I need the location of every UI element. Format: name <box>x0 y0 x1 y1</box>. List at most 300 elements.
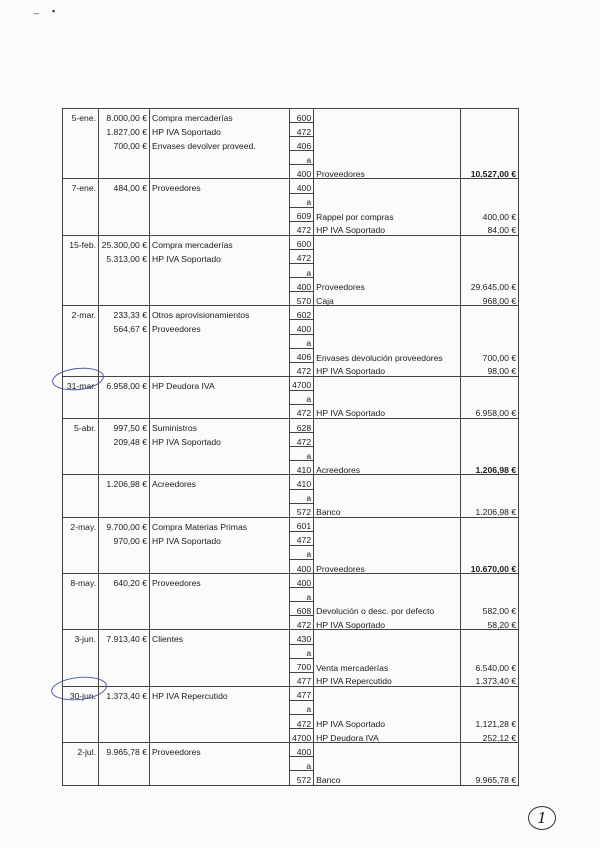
debit-account <box>150 404 290 418</box>
entry-date: 3-jun. <box>63 630 99 644</box>
credit-account <box>314 376 461 390</box>
credit-account: Devolución o desc. por defecto <box>314 602 461 616</box>
credit-account <box>314 306 461 320</box>
credit-account <box>314 475 461 489</box>
account-code: 600 <box>290 235 314 249</box>
debit-account <box>150 644 290 658</box>
account-code: 430 <box>290 630 314 644</box>
account-code: a <box>290 489 314 503</box>
credit-amount: 968,00 € <box>461 292 519 306</box>
debit-amount <box>99 362 150 376</box>
debit-account: HP IVA Repercutido <box>150 686 290 700</box>
debit-account <box>150 602 290 616</box>
ledger-row <box>63 151 519 165</box>
credit-amount <box>461 419 519 433</box>
account-code: 410 <box>290 475 314 489</box>
debit-amount <box>99 165 150 179</box>
ledger-row <box>63 447 519 461</box>
account-code: 570 <box>290 292 314 306</box>
debit-amount: 1.373,40 € <box>99 686 150 700</box>
account-code: 400 <box>290 560 314 574</box>
debit-amount: 640,20 € <box>99 574 150 588</box>
credit-amount: 58,20 € <box>461 616 519 630</box>
debit-amount <box>99 616 150 630</box>
credit-account: HP Deudora IVA <box>314 729 461 743</box>
debit-account <box>150 616 290 630</box>
debit-amount <box>99 771 150 785</box>
credit-account: HP IVA Soportado <box>314 362 461 376</box>
debit-account: HP IVA Soportado <box>150 123 290 137</box>
ledger-row <box>63 729 519 743</box>
credit-account <box>314 249 461 263</box>
entry-date <box>63 404 99 418</box>
entry-date <box>63 278 99 292</box>
credit-amount <box>461 531 519 545</box>
credit-amount: 29.645,00 € <box>461 278 519 292</box>
entry-date: 15-feb. <box>63 235 99 249</box>
debit-amount <box>99 461 150 475</box>
debit-account <box>150 348 290 362</box>
ledger-row <box>63 771 519 785</box>
debit-account <box>150 588 290 602</box>
credit-amount: 252,12 € <box>461 729 519 743</box>
credit-account: HP IVA Soportado <box>314 715 461 729</box>
account-code: 410 <box>290 461 314 475</box>
ledger-row <box>63 179 519 193</box>
credit-account: HP IVA Soportado <box>314 404 461 418</box>
debit-account: Proveedores <box>150 743 290 757</box>
debit-account <box>150 715 290 729</box>
ledger-row <box>63 630 519 644</box>
credit-account <box>314 588 461 602</box>
credit-amount <box>461 320 519 334</box>
debit-amount: 5.313,00 € <box>99 249 150 263</box>
credit-account <box>314 545 461 559</box>
debit-amount <box>99 221 150 235</box>
entry-date <box>63 757 99 771</box>
entry-date <box>63 531 99 545</box>
debit-account <box>150 221 290 235</box>
credit-amount <box>461 193 519 207</box>
ledger-row <box>63 221 519 235</box>
account-code: 628 <box>290 419 314 433</box>
ledger-row <box>63 686 519 700</box>
credit-amount: 6.958,00 € <box>461 404 519 418</box>
ledger-row <box>63 264 519 278</box>
debit-amount: 9.700,00 € <box>99 517 150 531</box>
credit-amount <box>461 743 519 757</box>
entry-date <box>63 644 99 658</box>
account-code: 472 <box>290 531 314 545</box>
ledger-row <box>63 672 519 686</box>
credit-amount: 10.670,00 € <box>461 560 519 574</box>
credit-amount <box>461 109 519 123</box>
entry-date: 31-mar. <box>63 376 99 390</box>
account-code: 472 <box>290 362 314 376</box>
credit-account <box>314 433 461 447</box>
account-code: 602 <box>290 306 314 320</box>
debit-amount <box>99 588 150 602</box>
debit-amount <box>99 151 150 165</box>
debit-account <box>150 700 290 714</box>
account-code: 608 <box>290 602 314 616</box>
ledger-row <box>63 588 519 602</box>
ledger-row <box>63 616 519 630</box>
account-code: 477 <box>290 672 314 686</box>
debit-amount <box>99 390 150 404</box>
entry-date <box>63 207 99 221</box>
entry-date <box>63 447 99 461</box>
ledger-row <box>63 658 519 672</box>
account-code: 400 <box>290 743 314 757</box>
debit-account: HP IVA Soportado <box>150 433 290 447</box>
credit-account: Rappel por compras <box>314 207 461 221</box>
account-code: 700 <box>290 658 314 672</box>
debit-amount <box>99 700 150 714</box>
credit-account <box>314 447 461 461</box>
account-code: 400 <box>290 574 314 588</box>
debit-amount <box>99 447 150 461</box>
debit-amount <box>99 348 150 362</box>
scan-mark: – <box>34 8 40 18</box>
credit-account <box>314 419 461 433</box>
entry-date <box>63 264 99 278</box>
credit-amount <box>461 517 519 531</box>
entry-date <box>63 475 99 489</box>
debit-account <box>150 292 290 306</box>
debit-account: Suministros <box>150 419 290 433</box>
debit-account <box>150 503 290 517</box>
credit-amount: 84,00 € <box>461 221 519 235</box>
debit-account <box>150 729 290 743</box>
debit-amount <box>99 602 150 616</box>
ledger-row <box>63 334 519 348</box>
debit-account <box>150 362 290 376</box>
account-code: 472 <box>290 249 314 263</box>
credit-amount <box>461 475 519 489</box>
entry-date <box>63 729 99 743</box>
account-code: 400 <box>290 278 314 292</box>
credit-account <box>314 630 461 644</box>
debit-account: HP IVA Soportado <box>150 531 290 545</box>
account-code: 406 <box>290 137 314 151</box>
credit-account <box>314 320 461 334</box>
debit-amount <box>99 404 150 418</box>
account-code: a <box>290 644 314 658</box>
scan-mark: ▪ <box>52 6 56 16</box>
ledger-row <box>63 109 519 123</box>
debit-account: Otros aprovisionamientos <box>150 306 290 320</box>
ledger-row <box>63 602 519 616</box>
entry-date <box>63 292 99 306</box>
entry-date <box>63 503 99 517</box>
page-number: 1 <box>528 806 556 830</box>
ledger-row <box>63 249 519 263</box>
credit-account <box>314 700 461 714</box>
debit-amount <box>99 334 150 348</box>
account-code: a <box>290 151 314 165</box>
account-code: 609 <box>290 207 314 221</box>
debit-amount <box>99 207 150 221</box>
account-code: 4700 <box>290 729 314 743</box>
account-code: a <box>290 390 314 404</box>
credit-amount <box>461 334 519 348</box>
ledger-row <box>63 306 519 320</box>
credit-account <box>314 264 461 278</box>
debit-account <box>150 461 290 475</box>
credit-account: Proveedores <box>314 165 461 179</box>
debit-amount <box>99 545 150 559</box>
ledger-row <box>63 207 519 221</box>
credit-amount <box>461 306 519 320</box>
account-code: 400 <box>290 320 314 334</box>
entry-date <box>63 602 99 616</box>
ledger-row <box>63 475 519 489</box>
debit-account <box>150 334 290 348</box>
debit-amount <box>99 489 150 503</box>
debit-account: Compra mercaderías <box>150 235 290 249</box>
account-code: 572 <box>290 503 314 517</box>
debit-account: Proveedores <box>150 574 290 588</box>
ledger-row <box>63 531 519 545</box>
account-code: 406 <box>290 348 314 362</box>
credit-amount <box>461 123 519 137</box>
credit-amount <box>461 264 519 278</box>
credit-amount <box>461 376 519 390</box>
account-code: 600 <box>290 109 314 123</box>
entry-date <box>63 123 99 137</box>
ledger-row <box>63 404 519 418</box>
debit-account: Acreedores <box>150 475 290 489</box>
debit-account <box>150 672 290 686</box>
account-code: a <box>290 447 314 461</box>
debit-account <box>150 489 290 503</box>
account-code: 472 <box>290 715 314 729</box>
credit-amount <box>461 447 519 461</box>
entry-date: 30-jun. <box>63 686 99 700</box>
account-code: 472 <box>290 404 314 418</box>
credit-amount: 98,00 € <box>461 362 519 376</box>
debit-account: Compra Materias Primas <box>150 517 290 531</box>
credit-account <box>314 574 461 588</box>
debit-amount: 6.958,00 € <box>99 376 150 390</box>
credit-amount <box>461 545 519 559</box>
credit-amount <box>461 588 519 602</box>
credit-account: Acreedores <box>314 461 461 475</box>
entry-date: 2-mar. <box>63 306 99 320</box>
debit-account: Clientes <box>150 630 290 644</box>
ledger-row <box>63 123 519 137</box>
credit-amount: 1.206,98 € <box>461 461 519 475</box>
account-code: a <box>290 193 314 207</box>
credit-account <box>314 390 461 404</box>
credit-amount <box>461 630 519 644</box>
credit-account <box>314 334 461 348</box>
ledger-row <box>63 743 519 757</box>
entry-date: 7-ene. <box>63 179 99 193</box>
debit-amount <box>99 757 150 771</box>
debit-amount <box>99 658 150 672</box>
debit-amount: 7.913,40 € <box>99 630 150 644</box>
account-code: a <box>290 545 314 559</box>
credit-amount <box>461 644 519 658</box>
account-code: a <box>290 264 314 278</box>
credit-amount <box>461 390 519 404</box>
debit-amount: 700,00 € <box>99 137 150 151</box>
entry-date: 8-may. <box>63 574 99 588</box>
credit-account <box>314 743 461 757</box>
ledger-row <box>63 320 519 334</box>
ledger-row <box>63 757 519 771</box>
credit-account: Banco <box>314 503 461 517</box>
entry-date <box>63 700 99 714</box>
account-code: a <box>290 334 314 348</box>
credit-amount: 1.206,98 € <box>461 503 519 517</box>
ledger-row <box>63 348 519 362</box>
entry-date <box>63 320 99 334</box>
account-code: 472 <box>290 123 314 137</box>
debit-amount: 25.300,00 € <box>99 235 150 249</box>
debit-amount: 8.000,00 € <box>99 109 150 123</box>
debit-amount <box>99 560 150 574</box>
entry-date <box>63 771 99 785</box>
credit-account: Proveedores <box>314 560 461 574</box>
credit-amount: 10.527,00 € <box>461 165 519 179</box>
debit-amount: 970,00 € <box>99 531 150 545</box>
debit-account: HP IVA Soportado <box>150 249 290 263</box>
credit-amount: 1.373,40 € <box>461 672 519 686</box>
credit-account <box>314 489 461 503</box>
entry-date: 5-abr. <box>63 419 99 433</box>
credit-account <box>314 109 461 123</box>
entry-date <box>63 151 99 165</box>
credit-amount <box>461 757 519 771</box>
account-code: 572 <box>290 771 314 785</box>
entry-date <box>63 249 99 263</box>
ledger-row <box>63 715 519 729</box>
credit-account: Banco <box>314 771 461 785</box>
ledger-row <box>63 137 519 151</box>
account-code: 601 <box>290 517 314 531</box>
account-code: 477 <box>290 686 314 700</box>
entry-date <box>63 165 99 179</box>
credit-amount <box>461 235 519 249</box>
entry-date <box>63 137 99 151</box>
credit-account <box>314 137 461 151</box>
credit-account <box>314 644 461 658</box>
credit-amount <box>461 574 519 588</box>
journal-ledger-table <box>62 108 519 786</box>
entry-date: 5-ene. <box>63 109 99 123</box>
entry-date <box>63 193 99 207</box>
entry-date <box>63 616 99 630</box>
debit-amount: 997,50 € <box>99 419 150 433</box>
entry-date <box>63 348 99 362</box>
ledger-row <box>63 165 519 179</box>
credit-amount: 9.965,78 € <box>461 771 519 785</box>
credit-account <box>314 686 461 700</box>
credit-amount: 582,00 € <box>461 602 519 616</box>
entry-date <box>63 221 99 235</box>
credit-account: Venta mercaderías <box>314 658 461 672</box>
debit-account <box>150 757 290 771</box>
debit-amount <box>99 193 150 207</box>
debit-amount <box>99 264 150 278</box>
credit-amount <box>461 137 519 151</box>
debit-amount: 484,00 € <box>99 179 150 193</box>
ledger-row <box>63 644 519 658</box>
entry-date <box>63 461 99 475</box>
debit-amount: 9.965,78 € <box>99 743 150 757</box>
credit-account: Proveedores <box>314 278 461 292</box>
ledger-row <box>63 545 519 559</box>
entry-date <box>63 545 99 559</box>
credit-account <box>314 757 461 771</box>
debit-amount: 1.206,98 € <box>99 475 150 489</box>
account-code: 472 <box>290 433 314 447</box>
debit-amount: 209,48 € <box>99 433 150 447</box>
credit-account <box>314 179 461 193</box>
debit-amount <box>99 729 150 743</box>
credit-account: Envases devolución proveedores <box>314 348 461 362</box>
ledger-row <box>63 292 519 306</box>
credit-amount <box>461 433 519 447</box>
entry-date <box>63 715 99 729</box>
account-code: a <box>290 588 314 602</box>
debit-amount <box>99 644 150 658</box>
debit-account <box>150 545 290 559</box>
ledger-row <box>63 503 519 517</box>
ledger-row <box>63 278 519 292</box>
debit-account: Envases devolver proveed. <box>150 137 290 151</box>
account-code: a <box>290 700 314 714</box>
credit-account <box>314 235 461 249</box>
account-code: a <box>290 757 314 771</box>
account-code: 472 <box>290 221 314 235</box>
entry-date <box>63 658 99 672</box>
credit-account: HP IVA Repercutido <box>314 672 461 686</box>
entry-date <box>63 433 99 447</box>
ledger-row <box>63 574 519 588</box>
credit-account <box>314 123 461 137</box>
ledger-row <box>63 433 519 447</box>
entry-date <box>63 390 99 404</box>
account-code: 400 <box>290 165 314 179</box>
debit-account <box>150 151 290 165</box>
ledger-row <box>63 560 519 574</box>
credit-amount <box>461 489 519 503</box>
entry-date: 2-may. <box>63 517 99 531</box>
ledger-row <box>63 461 519 475</box>
debit-account <box>150 278 290 292</box>
debit-account <box>150 658 290 672</box>
account-code: 4700 <box>290 376 314 390</box>
credit-amount <box>461 249 519 263</box>
credit-account: HP IVA Soportado <box>314 616 461 630</box>
debit-account: Proveedores <box>150 179 290 193</box>
debit-amount: 564,67 € <box>99 320 150 334</box>
credit-amount <box>461 179 519 193</box>
ledger-row <box>63 390 519 404</box>
debit-account <box>150 264 290 278</box>
entry-date <box>63 588 99 602</box>
debit-account <box>150 390 290 404</box>
debit-account <box>150 193 290 207</box>
credit-account <box>314 531 461 545</box>
credit-amount <box>461 151 519 165</box>
account-code: 400 <box>290 179 314 193</box>
debit-account: HP Deudora IVA <box>150 376 290 390</box>
